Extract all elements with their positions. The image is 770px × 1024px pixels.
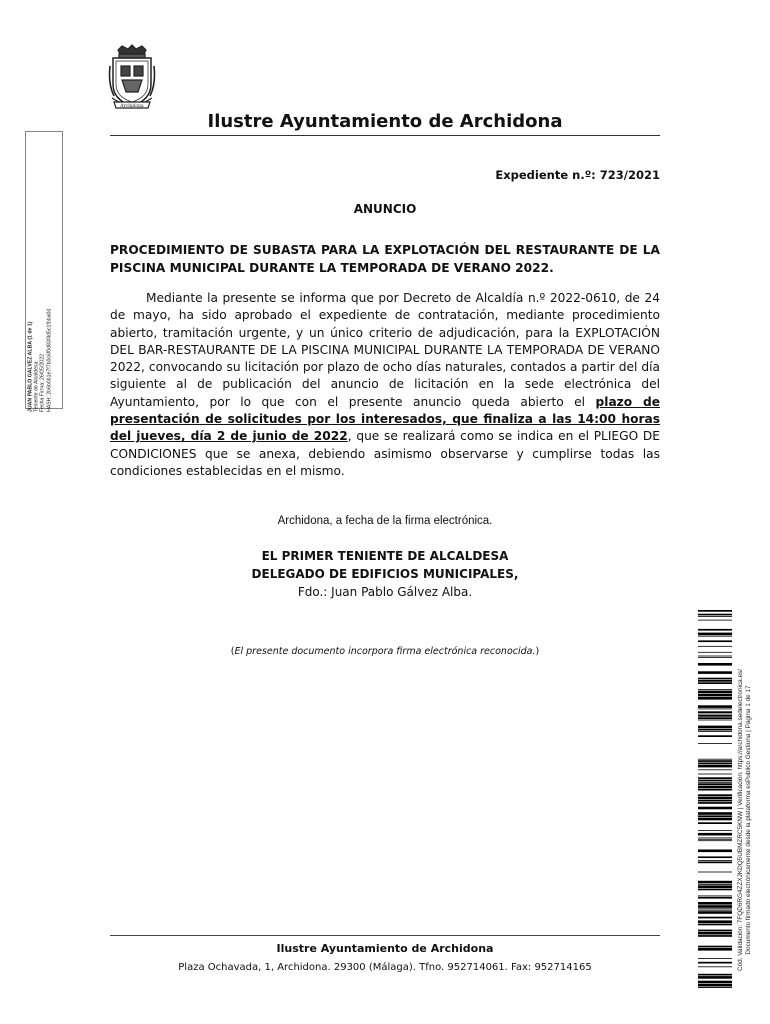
esig-close-paren: )	[535, 646, 540, 657]
deadline-highlight: plazo de presentación de solicitudes por los interesados, que finaliza a las 14:00 horas del jueves, día 2 de junio de 2022	[110, 394, 660, 444]
footer-organization: Ilustre Ayuntamiento de Archidona	[276, 942, 494, 955]
footer-divider	[110, 935, 660, 936]
stamp-hash: HASH: 2b6b0b1e7f7b0c6f0d83f4d5c1fbba0d	[46, 308, 53, 412]
logo-label: Archidona	[120, 104, 144, 109]
place-date: Archidona, a fecha de la firma electrónica.	[277, 515, 493, 527]
esig-open-paren: (	[230, 646, 235, 657]
coat-of-arms-icon	[110, 45, 155, 108]
signature-stamp	[28, 142, 53, 412]
coat-of-arms-logo	[108, 44, 156, 112]
stamp-date: Fecha Firma: 26/05/2022	[40, 354, 46, 412]
verification-line1: Cód. Validación: 7FQD6RG4ZZXJKDQ5UBMZRC5KNW | Verificación: https://archidona.sedelectronica.es/	[737, 668, 744, 972]
footer-address: Plaza Ochavada, 1, Archidona. 29300 (Málaga). Tfno. 952714061. Fax: 952714165	[178, 962, 592, 973]
document-type: ANUNCIO	[353, 202, 417, 216]
esig-note-text: El presente documento incorpora firma electrónica reconocida.	[234, 646, 536, 657]
verification-text	[737, 620, 753, 1020]
page-title: Ilustre Ayuntamiento de Archidona	[207, 111, 563, 132]
barcode-icon	[698, 610, 732, 988]
stamp-signer: JUAN PABLO GALVEZ ALBA (1 de 1)	[27, 321, 34, 412]
signer-block	[110, 547, 660, 601]
body-text-part2: , que se realizará como se indica en el PLIEGO DE CONDICIONES que se anexa, debiendo asimismo observarse y cumplirse todas las condiciones establecidas en el mismo.	[110, 429, 660, 478]
case-number: Expediente n.º: 723/2021	[495, 168, 660, 182]
body-text-part1: Mediante la presente se informa que por Decreto de Alcaldía n.º 2022-0610, de 24 de mayo, ha sido aprobado el expediente de contratación, mediante procedimiento abierto, tramitación urgente, y un único criterio de adjudicación, para la EXPLOTACIÓN DEL BAR-RESTAURANTE DE LA PISCINA MUNICIPAL DURANTE LA TEMPORADA DE VERANO 2022, convocando su licitación por plazo de ocho días naturales, contados a partir del día siguiente al de publicación del anuncio de licitación en la sede electrónica del Ayuntamiento, por lo que con el presente anuncio queda abierto el	[110, 291, 660, 409]
procedure-title: PROCEDIMIENTO DE SUBASTA PARA LA EXPLOTACIÓN DEL RESTAURANTE DE LA PISCINA MUNICIPAL DURANTE LA TEMPORADA DE VERANO 2022.	[110, 243, 660, 275]
stamp-position: Teniente de Alcaldesa	[33, 361, 40, 412]
signer-role-line2: DELEGADO DE EDIFICIOS MUNICIPALES,	[251, 567, 519, 581]
esignature-note	[110, 646, 660, 657]
signer-name: Fdo.: Juan Pablo Gálvez Alba.	[297, 585, 473, 599]
header-divider	[110, 135, 660, 136]
verification-line2: Documento firmado electrónicamente desde la plataforma esPublico Gestiona | Página 1 de 17	[745, 685, 752, 955]
body-paragraph	[110, 290, 660, 480]
signer-role-line1: EL PRIMER TENIENTE DE ALCALDESA	[261, 549, 509, 563]
